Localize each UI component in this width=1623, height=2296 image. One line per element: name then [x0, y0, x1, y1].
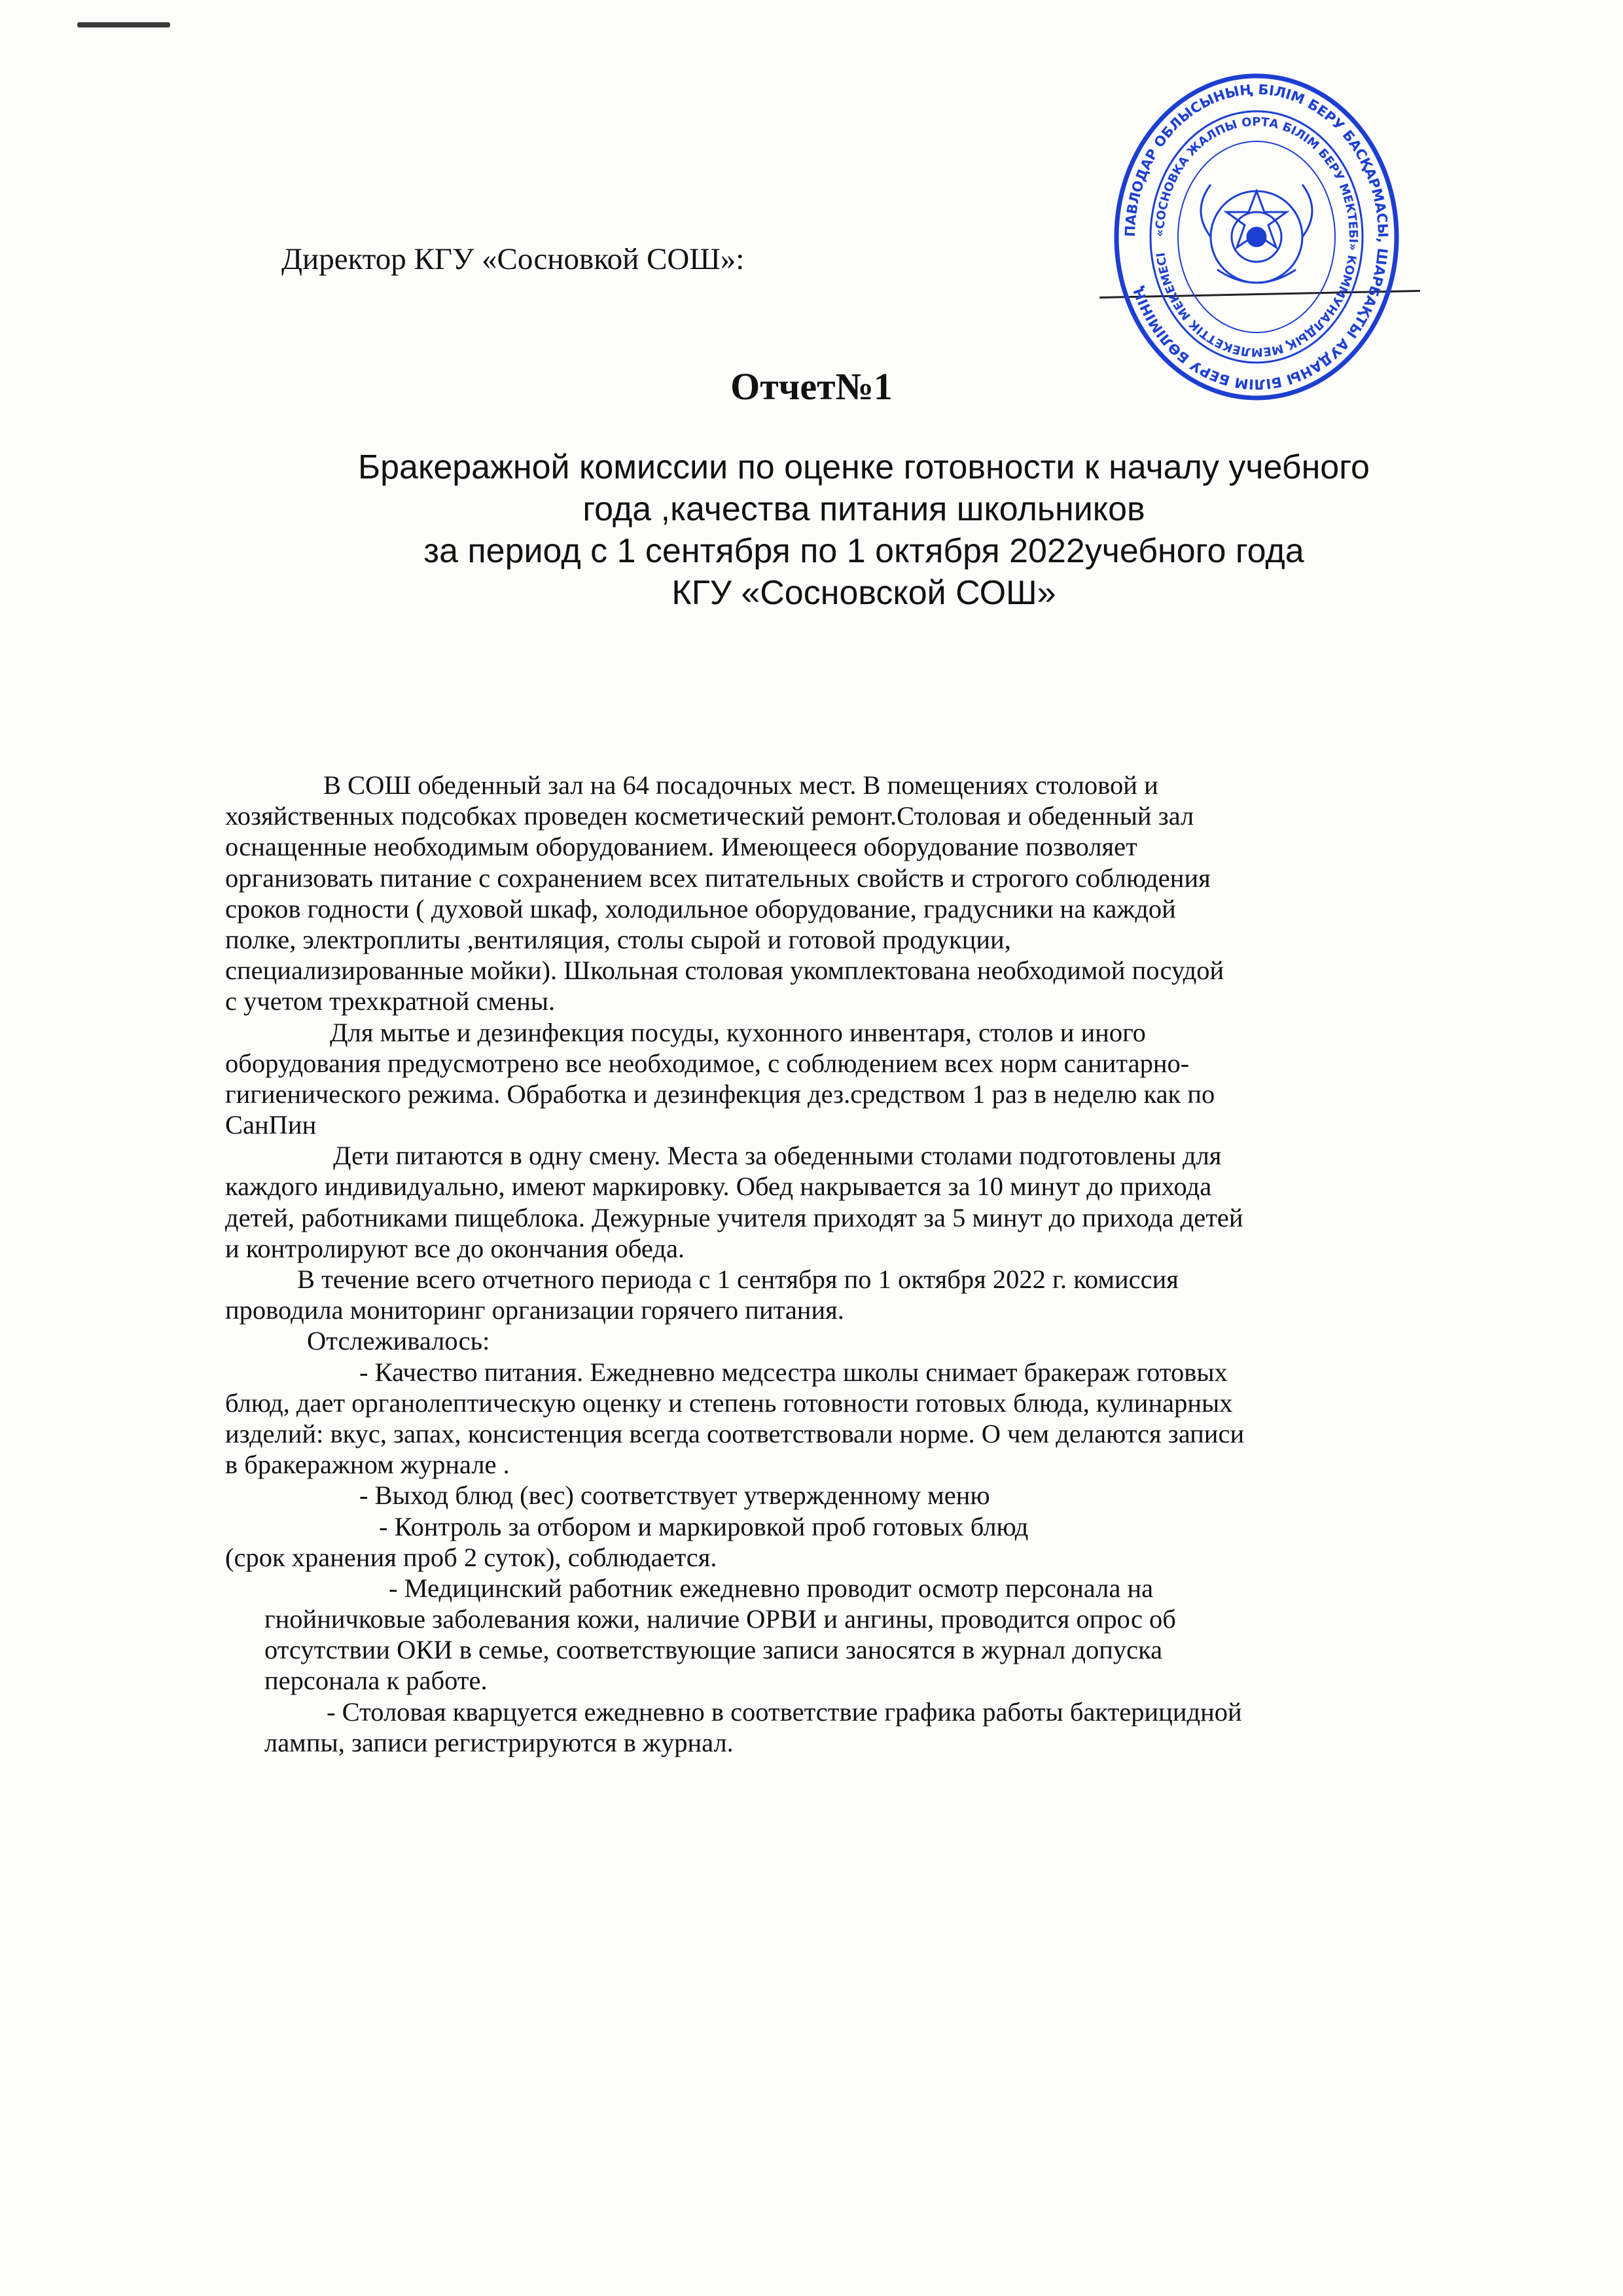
body-line: Дети питаются в одну смену. Места за обеденными столами подготовлены для — [333, 1141, 1222, 1171]
body-line: проводила мониторинг организации горячего питания. — [225, 1295, 844, 1325]
body-line: - Столовая кварцуется ежедневно в соответствие графика работы бактерицидной — [327, 1696, 1242, 1727]
body-line: лампы, записи регистрируются в журнал. — [264, 1727, 734, 1757]
body-line: блюд, дает органолептическую оценку и степень готовности готовых блюда, кулинарных — [225, 1388, 1233, 1418]
subtitle-line: года ,качества питания школьников — [582, 490, 1145, 528]
body-line: и контролируют все до окончания обеда. — [225, 1233, 685, 1263]
body-line: СанПин — [225, 1110, 317, 1140]
body-line: Отслеживалось: — [307, 1326, 490, 1356]
report-title: Отчет№1 — [730, 365, 893, 408]
body-line: - Качество питания. Ежедневно медсестра школы снимает бракераж готовых — [359, 1357, 1228, 1387]
body-line: оснащенные необходимым оборудованием. Имеющееся оборудование позволяет — [225, 832, 1137, 862]
director-line: Директор КГУ «Сосновкой СОШ»: — [281, 242, 745, 276]
body-line: с учетом трехкратной смены. — [225, 986, 556, 1016]
body-line: сроков годности ( духовой шкаф, холодильное оборудование, градусники на каждой — [225, 893, 1176, 924]
body-line: - Медицинский работник ежедневно проводит осмотр персонала на — [389, 1573, 1154, 1603]
body-line: - Контроль за отбором и маркировкой проб готовых блюд — [379, 1511, 1029, 1541]
body-line: организовать питание с сохранением всех питательных свойств и строгого соблюдения — [225, 863, 1211, 893]
body-line: Для мытье и дезинфекция посуды, кухонного инвентаря, столов и иного — [330, 1017, 1146, 1047]
body-line: полке, электроплиты ,вентиляция, столы сырой и готовой продукции, — [225, 924, 1011, 954]
body-line: гнойничковые заболевания кожи, наличие ОРВИ и ангины, проводится опрос об — [264, 1604, 1176, 1634]
body-line: В течение всего отчетного периода с 1 сентября по 1 октября 2022 г. комиссия — [297, 1265, 1179, 1294]
body-line: специализированные мойки). Школьная столовая укомплектована необходимой посудой — [225, 956, 1224, 986]
scan-edge-mark — [77, 22, 170, 27]
subtitle-line: Бракеражной комиссии по оценке готовности к началу учебного — [358, 448, 1370, 486]
stamp-inner-text: «СОСНОВКА ЖАЛПЫ ОРТА БІЛІМ БЕРУ МЕКТЕБІ» КОММУНАЛДЫҚ МЕМЛЕКЕТТІК МЕКЕМЕСІ — [1152, 115, 1361, 359]
subtitle-line: за период с 1 сентября по 1 октября 2022учебного года — [423, 532, 1304, 570]
body-line: в бракеражном журнале . — [225, 1450, 510, 1480]
body-line: детей, работниками пищеблока. Дежурные учителя приходят за 5 минут до прихода детей — [225, 1202, 1243, 1232]
body-line: изделий: вкус, запах, консистенция всегда соответствовали норме. О чем делаются записи — [225, 1418, 1245, 1448]
body-line: отсутствии ОКИ в семье, соответствующие записи заносятся в журнал допуска — [264, 1635, 1163, 1665]
body-line: В СОШ обеденный зал на 64 посадочных мест. В помещениях столовой и — [323, 770, 1158, 800]
stamp-outer-text: ПАВЛОДАР ОБЛЫСЫНЫҢ БІЛІМ БЕРУ БАСҚАРМАСЫ, ШАРБАҚТЫ АУДАНЫ БІЛІМ БЕРУ БӨЛІМІНІҢ — [1122, 81, 1391, 393]
body-line: персонала к работе. — [264, 1666, 488, 1696]
body-line: оборудования предусмотрено все необходимое, с соблюдением всех норм санитарно- — [225, 1048, 1190, 1078]
body-line: (срок хранения проб 2 суток), соблюдается. — [225, 1542, 717, 1572]
subtitle-line: КГУ «Сосновской СОШ» — [671, 574, 1056, 612]
body-line: хозяйственных подсобках проведен косметический ремонт.Столовая и обеденный зал — [225, 801, 1194, 831]
report-subtitle — [236, 446, 1492, 614]
body-line: - Выход блюд (вес) соответствует утвержденному меню — [359, 1480, 990, 1511]
body-line: каждого индивидуально, имеют маркировку. Обед накрывается за 10 минут до прихода — [225, 1172, 1212, 1202]
coat-of-arms-icon — [1201, 185, 1312, 283]
report-body — [225, 770, 1482, 1758]
body-line: гигиенического режима. Обработка и дезинфекция дез.средством 1 раз в неделю как по — [225, 1079, 1215, 1109]
school-stamp-seal — [1113, 73, 1400, 401]
